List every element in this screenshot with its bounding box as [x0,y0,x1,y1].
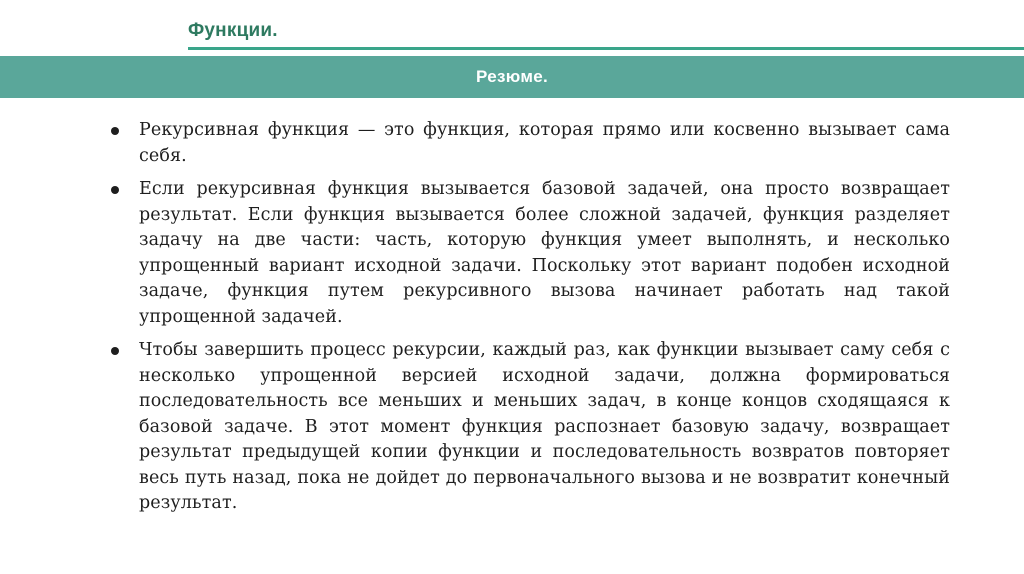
title-underline [188,47,1024,50]
list-item-text: Рекурсивная функция — это функция, которая прямо или косвенно вызывает сама себя. [139,120,950,166]
list-item [105,118,950,169]
section-banner [0,56,1024,98]
slide-title: Функции. [188,20,278,41]
bullet-icon [111,127,119,135]
bullet-icon [111,186,119,194]
list-item [105,338,950,517]
section-heading: Резюме. [476,67,548,86]
list-item [105,177,950,330]
list-item-text: Если рекурсивная функция вызывается базовой задачей, она просто возвращает результат. Если функция вызывается более сложной задачей, функция разделяет задачу на две части: часть, которую функция умеет выполнять, и несколько упрощенный вариант исходной задачи. Поскольку этот вариант подобен исходной задаче, функция путем рекурсивного вызова начинает работать над такой упрощенной задачей. [139,179,950,327]
bullet-list [105,118,950,525]
list-item-text: Чтобы завершить процесс рекурсии, каждый раз, как функции вызывает саму себя с несколько упрощенной версией исходной задачи, должна формироваться последовательность все меньших и меньших задач, в конце концов сходящаяся к базовой задаче. В этот момент функция распознает базовую задачу, возвращает результат предыдущей копии функции и последовательность возвратов повторяет весь путь назад, пока не дойдет до первоначального вызова и не возвратит конечный результат. [139,340,950,513]
bullet-icon [111,347,119,355]
